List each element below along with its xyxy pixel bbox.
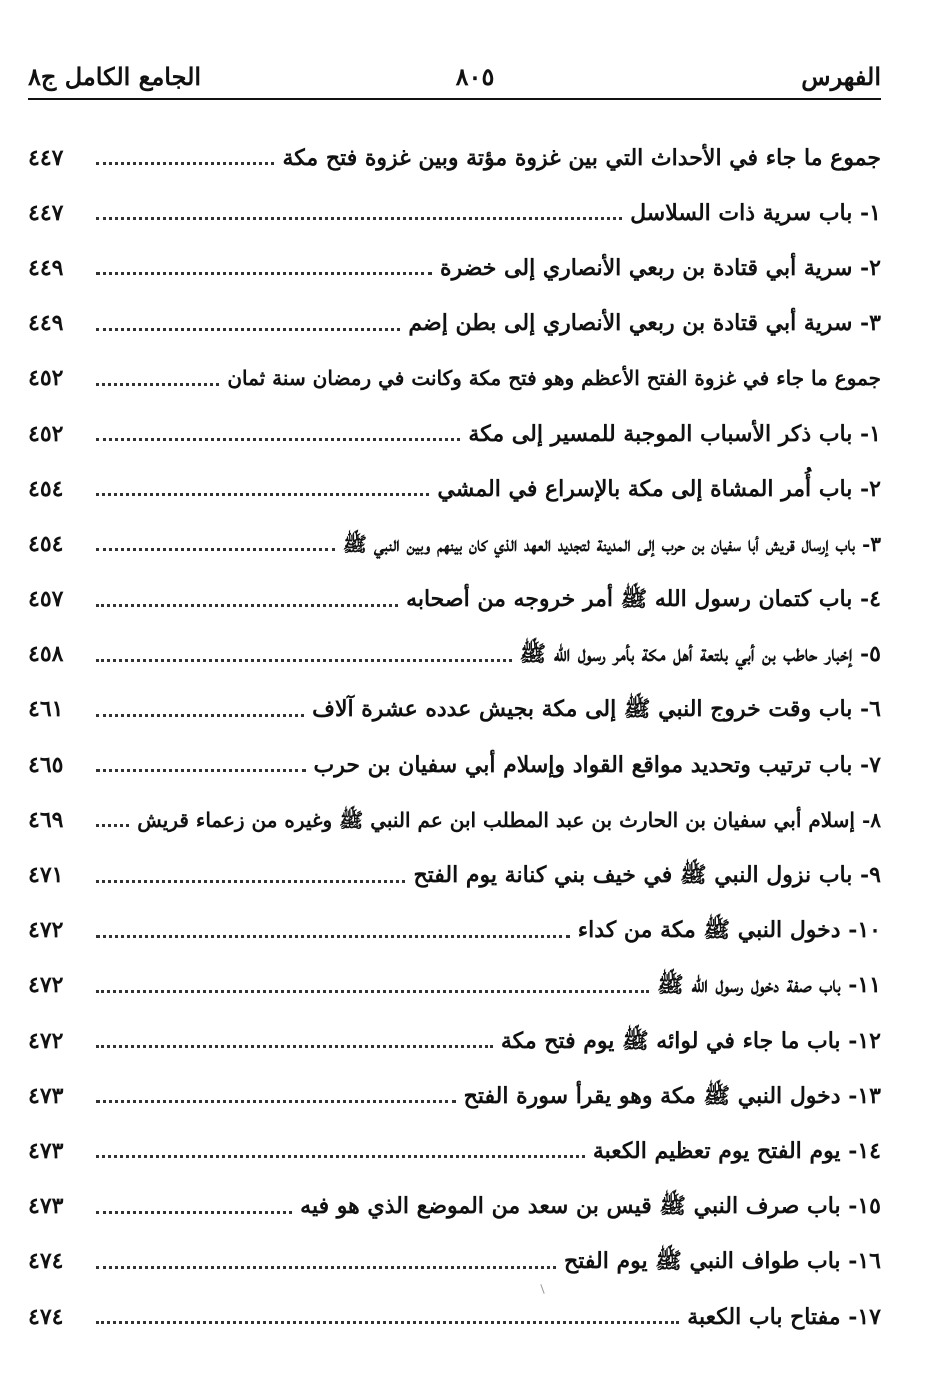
dot-leader	[96, 1045, 493, 1048]
dot-leader	[96, 438, 460, 441]
dot-leader	[96, 880, 405, 883]
toc-entry-title: ٢- سرية أبي قتادة بن ربعي الأنصاري إلى خضرة	[440, 254, 881, 281]
toc-entry-page: ٤٦٩	[28, 806, 64, 833]
toc-entry	[28, 1013, 881, 1068]
toc-entry	[28, 1179, 881, 1234]
dot-leader	[96, 935, 570, 938]
dot-leader	[96, 1266, 556, 1269]
toc-entry-title: ١- باب ذكر الأسباب الموجبة للمسير إلى مكة	[468, 420, 881, 447]
toc-entry-page: ٤٥٤	[28, 530, 64, 557]
toc-entry	[28, 847, 881, 902]
toc-entry-page: ٤٧٢	[28, 972, 64, 999]
toc-entry-title: ٢- باب أُمر المشاة إلى مكة بالإسراع في المشي	[437, 475, 881, 502]
toc-entry-title: ١- باب سرية ذات السلاسل	[630, 199, 881, 226]
toc-entry-page: ٤٧٣	[28, 1137, 64, 1164]
dot-leader	[96, 714, 304, 717]
dot-leader	[96, 328, 400, 331]
dot-leader	[96, 217, 622, 220]
toc-entry-page: ٤٤٧	[28, 144, 64, 171]
toc-entry	[28, 1289, 881, 1344]
toc-entry-page: ٤٧٣	[28, 1082, 64, 1109]
toc-entry	[28, 1234, 881, 1289]
page-number: ٨٠٥	[455, 62, 495, 91]
toc-entry-title: ١٥- باب صرف النبي ﷺ قيس بن سعد من الموضع الذي هو فيه	[300, 1193, 881, 1220]
toc-entry-title: ٩- باب نزول النبي ﷺ في خيف بني كنانة يوم الفتح	[413, 862, 881, 889]
dot-leader	[96, 1155, 585, 1158]
toc-entry-title: ٨- إسلام أبي سفيان بن الحارث بن عبد المطلب ابن عم النبي ﷺ وغيره من زعماء قريش	[137, 807, 881, 832]
toc-entry	[28, 130, 881, 185]
header-book-title: الجامع الكامل ج٨	[28, 62, 202, 91]
toc-entry-title: ٧- باب ترتيب وتحديد مواقع القواد وإسلام أبي سفيان بن حرب	[313, 751, 881, 778]
dot-leader	[96, 1100, 456, 1103]
toc-entry-title: ٤- باب كتمان رسول الله ﷺ أمر خروجه من أصحابه	[406, 586, 881, 613]
toc-entry-title: جموع ما جاء في الأحداث التي بين غزوة مؤتة وبين غزوة فتح مكة	[282, 144, 881, 171]
toc-entry-page: ٤٤٩	[28, 254, 64, 281]
toc-entry-page: ٤٧١	[28, 862, 64, 889]
toc-entry	[28, 461, 881, 516]
toc-entry-title: ١٤- يوم الفتح يوم تعظيم الكعبة	[592, 1137, 881, 1164]
toc-entry-page: ٤٥٨	[28, 641, 64, 668]
toc-entry-page: ٤٤٩	[28, 310, 64, 337]
toc-entry	[28, 958, 881, 1013]
toc-entry-page: ٤٧٢	[28, 1027, 64, 1054]
toc-entry	[28, 516, 881, 571]
toc-entry	[28, 627, 881, 682]
header-section-title: الفهرس	[801, 62, 881, 91]
toc-entry	[28, 1123, 881, 1178]
toc-entry	[28, 185, 881, 240]
toc-entry-title: ١٦- باب طواف النبي ﷺ يوم الفتح	[564, 1248, 881, 1275]
toc-entry	[28, 737, 881, 792]
toc-entry-title: ٣- باب إرسال قريش أبا سفيان بن حرب إلى المدينة لتجديد العهد الذي كان بينهم وبين النبي ﷺ	[342, 531, 881, 556]
toc-entry-page: ٤٧٤	[28, 1303, 64, 1330]
dot-leader	[96, 1211, 292, 1214]
toc-entry	[28, 792, 881, 847]
dot-leader	[96, 659, 512, 662]
toc-entry-title: جموع ما جاء في غزوة الفتح الأعظم وهو فتح مكة وكانت في رمضان سنة ثمان	[227, 366, 881, 391]
toc-entry-page: ٤٤٧	[28, 199, 64, 226]
toc-entry-page: ٤٥٤	[28, 475, 64, 502]
toc-entry-title: ١٠- دخول النبي ﷺ مكة من كداء	[577, 917, 881, 944]
dot-leader	[96, 272, 432, 275]
dot-leader	[96, 548, 335, 551]
dot-leader	[96, 383, 219, 386]
toc-entry	[28, 903, 881, 958]
toc-entry-page: ٤٥٧	[28, 586, 64, 613]
page-header	[28, 54, 881, 98]
toc-entry	[28, 240, 881, 295]
toc-entry-title: ١٧- مفتاح باب الكعبة	[687, 1303, 881, 1330]
toc-entry	[28, 351, 881, 406]
dot-leader	[96, 824, 129, 827]
dot-leader	[96, 769, 306, 772]
toc-entry-title: ٣- سرية أبي قتادة بن ربعي الأنصاري إلى بطن إضم	[408, 310, 881, 337]
toc-entry-page: ٤٧٤	[28, 1248, 64, 1275]
toc-entry-page: ٤٧٣	[28, 1193, 64, 1220]
toc-entry-title: ٥- إخبار حاطب بن أبي بلتعة أهل مكة بأمر رسول الله ﷺ	[519, 641, 881, 668]
toc-entry-page: ٤٦١	[28, 696, 64, 723]
dot-leader	[96, 1321, 679, 1324]
toc-entry-title: ١١- باب صفة دخول رسول الله ﷺ	[657, 972, 881, 999]
toc-entry-page: ٤٥٢	[28, 420, 64, 447]
dot-leader	[96, 493, 429, 496]
toc-entry	[28, 1068, 881, 1123]
toc-entry-title: ١٣- دخول النبي ﷺ مكة وهو يقرأ سورة الفتح	[463, 1082, 881, 1109]
toc-entry-title: ١٢- باب ما جاء في لوائه ﷺ يوم فتح مكة	[500, 1027, 881, 1054]
toc-entry-page: ٤٦٥	[28, 751, 64, 778]
toc-entry-title: ٦- باب وقت خروج النبي ﷺ إلى مكة بجيش عدده عشرة آلاف	[312, 696, 881, 723]
toc-entry-page: ٤٧٢	[28, 917, 64, 944]
toc-entry	[28, 296, 881, 351]
header-divider	[28, 98, 881, 100]
dot-leader	[96, 990, 649, 993]
toc-entry-page: ٤٥٢	[28, 365, 64, 392]
table-of-contents	[28, 130, 881, 1344]
toc-entry	[28, 406, 881, 461]
dot-leader	[96, 162, 274, 165]
toc-entry	[28, 572, 881, 627]
dot-leader	[96, 604, 398, 607]
toc-entry	[28, 682, 881, 737]
